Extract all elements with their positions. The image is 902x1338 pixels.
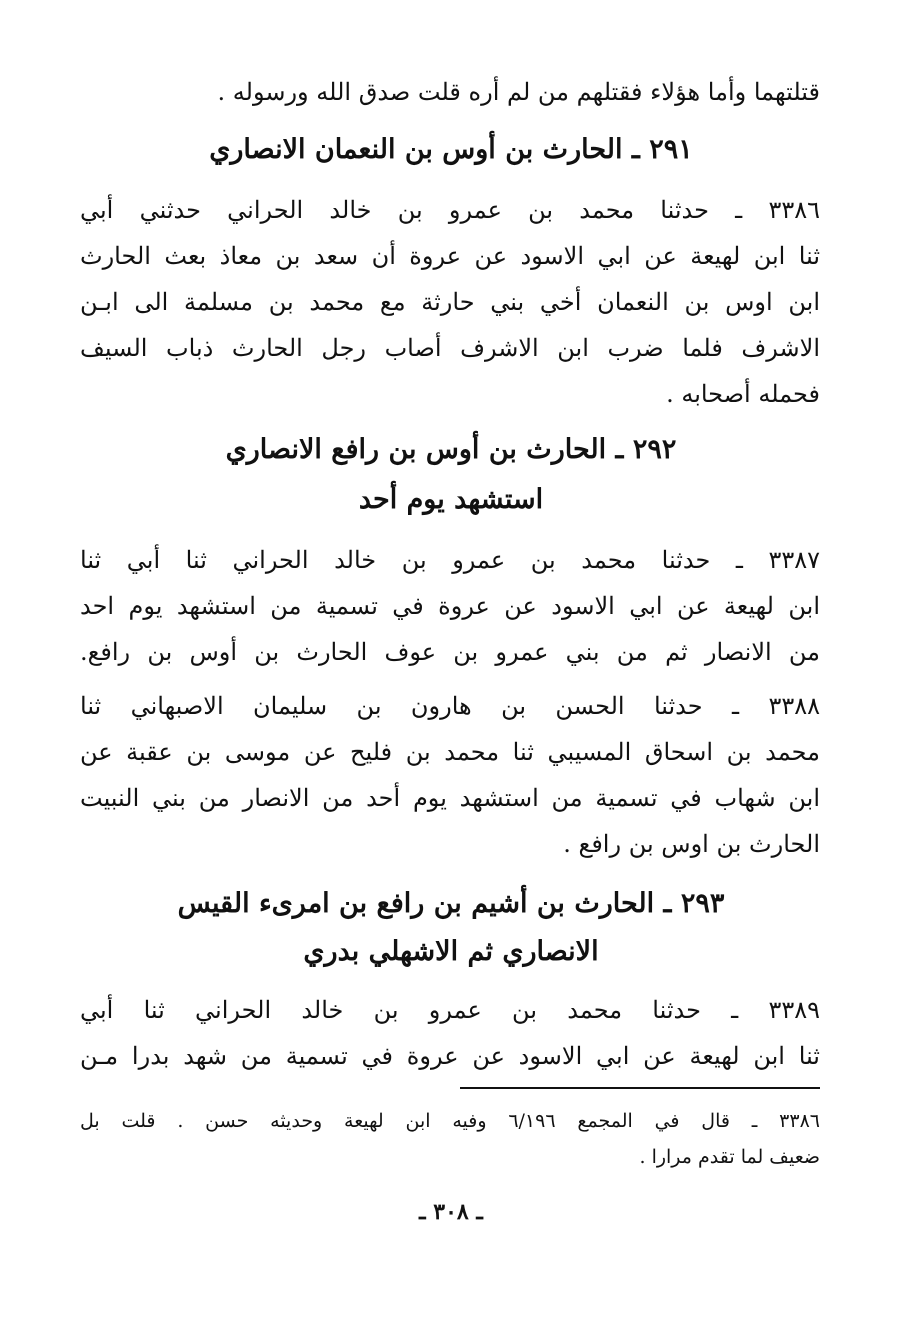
section-heading-291: ٢٩١ ـ الحارث بن أوس بن النعمان الانصاري (209, 134, 693, 165)
text-line: الاشرف فلما ضرب ابن الاشرف أصاب رجل الحارث ذباب السيف (80, 334, 820, 362)
text-line: ثنا ابن لهيعة عن ابي الاسود عن عروة في تسمية من شهد بدرا مـن (80, 1042, 820, 1070)
text-line: ٣٣٨٩ ـ حدثنا محمد بن عمرو بن خالد الحراني ثنا أبي (80, 996, 820, 1024)
text-line: الحارث بن اوس بن رافع . (563, 830, 820, 858)
text-line: ابن لهيعة عن ابي الاسود عن عروة في تسمية من استشهد يوم احد (80, 592, 820, 620)
section-heading-292: ٢٩٢ ـ الحارث بن أوس بن رافع الانصاري (225, 434, 677, 465)
text-line: ابن اوس بن النعمان أخي بني حارثة مع محمد بن مسلمة الى ابـن (80, 288, 820, 316)
section-subheading-292: استشهد يوم أحد (358, 484, 544, 515)
text-line: ٣٣٨٦ ـ حدثنا محمد بن عمرو بن خالد الحراني حدثني أبي (80, 196, 820, 224)
footnote-divider (460, 1087, 820, 1089)
text-line: ابن شهاب في تسمية من استشهد يوم أحد من الانصار من بني النبيت (80, 784, 820, 812)
text-line: ثنا ابن لهيعة عن ابي الاسود عن عروة أن سعد بن معاذ بعث الحارث (80, 242, 820, 270)
text-line: فحمله أصحابه . (666, 380, 820, 408)
text-line: ٣٣٨٧ ـ حدثنا محمد بن عمرو بن خالد الحراني ثنا أبي ثنا (80, 546, 820, 574)
footnote-line: ضعيف لما تقدم مرارا . (639, 1146, 820, 1168)
section-heading-293: ٢٩٣ ـ الحارث بن أشيم بن رافع بن امرىء القيس (177, 888, 725, 919)
page-number: ـ ٣٠٨ ـ (419, 1199, 483, 1225)
footnote-line: ٣٣٨٦ ـ قال في المجمع ٦/١٩٦ وفيه ابن لهيعة وحديثه حسن . قلت بل (80, 1110, 820, 1132)
text-line: قتلتهما وأما هؤلاء فقتلهم من لم أره قلت صدق الله ورسوله . (217, 78, 820, 106)
text-line: محمد بن اسحاق المسيبي ثنا محمد بن فليح عن موسى بن عقبة عن (80, 738, 820, 766)
text-line: من الانصار ثم من بني عمرو بن عوف الحارث بن أوس بن رافع. (80, 638, 820, 666)
section-heading-293-line-2: الانصاري ثم الاشهلي بدري (303, 936, 599, 967)
text-line: ٣٣٨٨ ـ حدثنا الحسن بن هارون بن سليمان الاصبهاني ثنا (80, 692, 820, 720)
